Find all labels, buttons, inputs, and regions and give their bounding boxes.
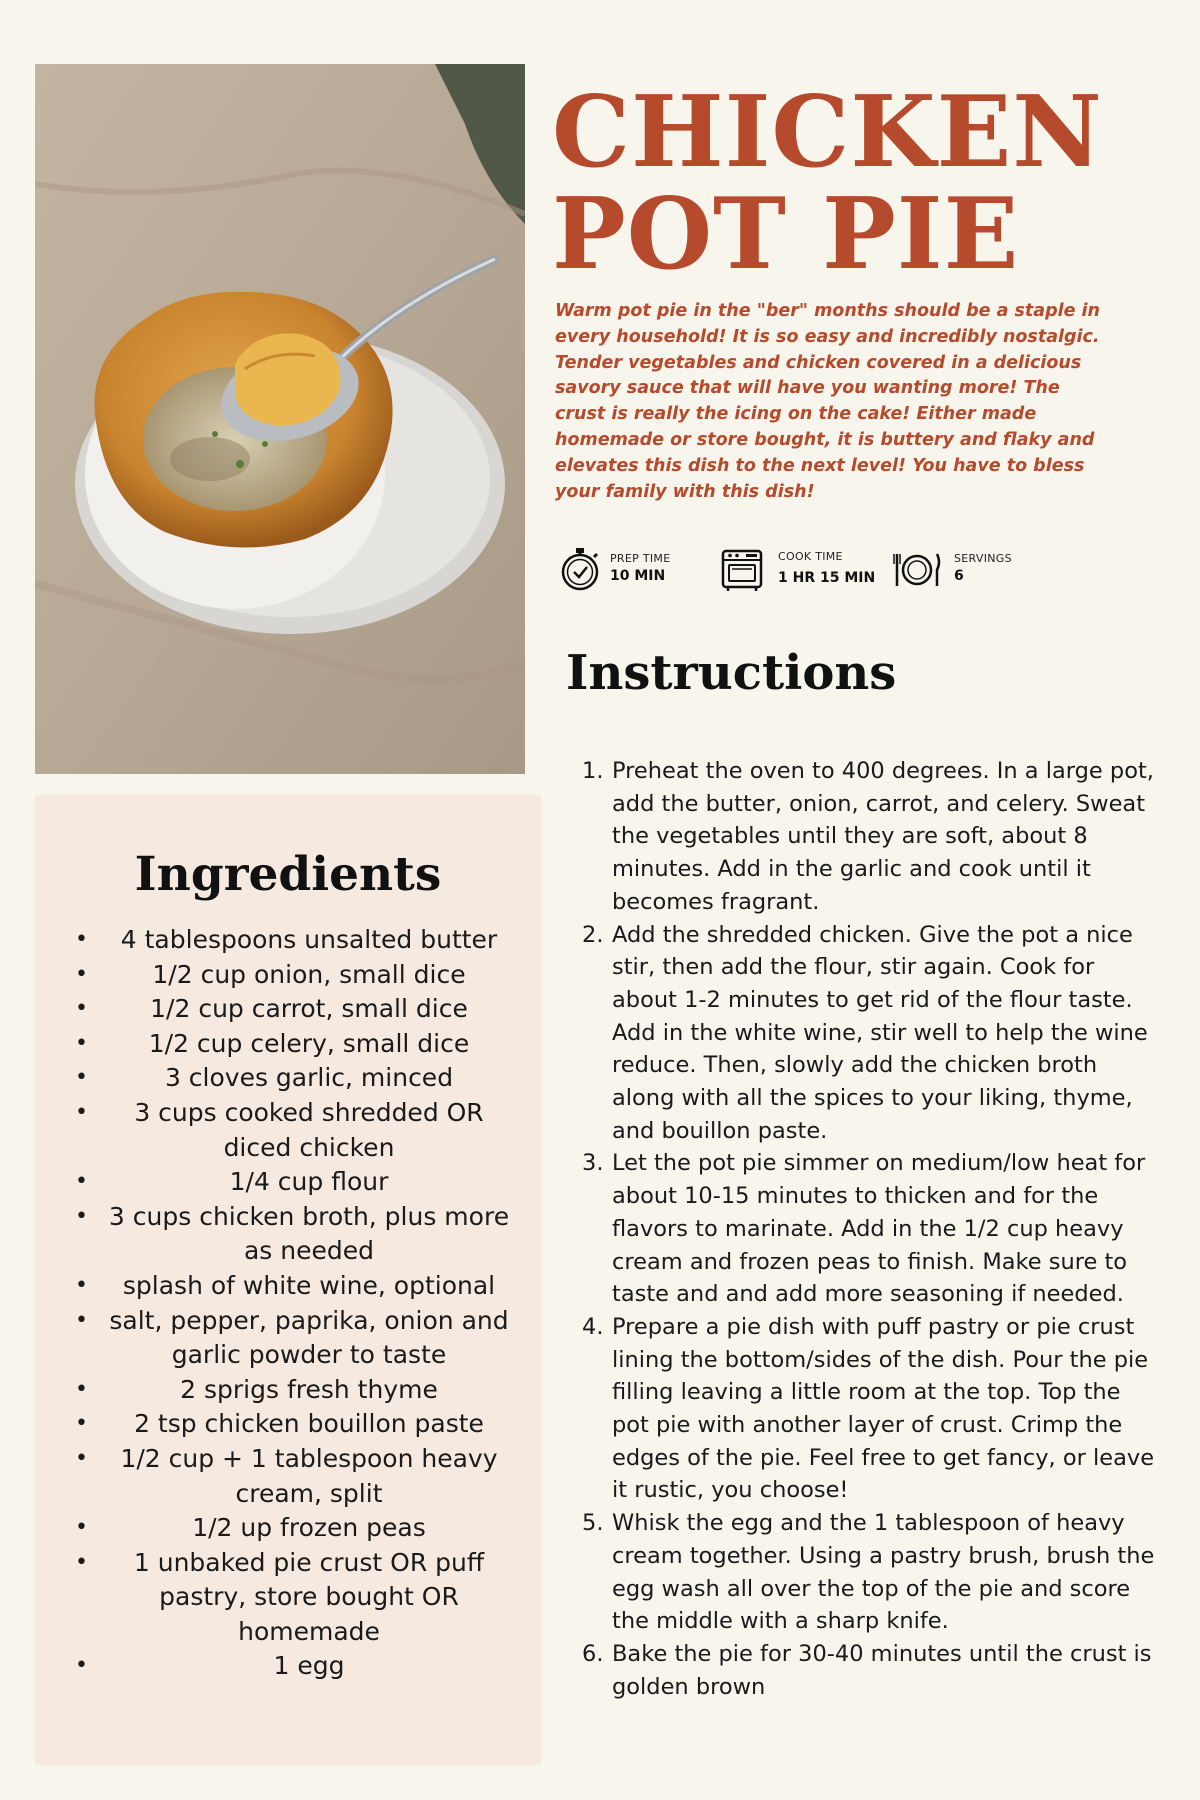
ingredient-item: • 1/2 up frozen peas — [35, 1511, 541, 1546]
servings-label: SERVINGS — [954, 552, 1012, 565]
ingredient-item: • 1/2 cup carrot, small dice — [35, 992, 541, 1027]
instruction-step — [582, 919, 1155, 1148]
step-number: 2. — [582, 921, 604, 948]
ingredient-item: • 1/4 cup flour — [35, 1165, 541, 1200]
step-number: 1. — [582, 758, 604, 784]
step-number: 4. — [582, 1313, 604, 1340]
instruction-step — [582, 755, 1155, 919]
recipe-meta — [558, 544, 1078, 594]
step-text: Preheat the oven to 400 degrees. In a large pot, add the butter, onion, carrot, and celery. Sweat the vegetables until they are soft, about 8 minutes. Add in the garlic and cook until it becomes fragrant. — [612, 758, 1154, 915]
recipe-intro: Warm pot pie in the "ber" months should be a staple in every household! It is so easy and incredibly nostalgic. Tender vegetables and chicken covered in a delicious savory sauce that will have you wanting more! The crust is really the icing on the cake! Either made homemade or store bought, it is buttery and flaky and elevates this dish to the next level! You have to bless your family with this dish! — [555, 301, 1101, 502]
ingredient-item: • salt, pepper, paprika, onion and garlic powder to taste — [35, 1304, 541, 1373]
instruction-step — [582, 1507, 1155, 1638]
step-text: Add the shredded chicken. Give the pot a nice stir, then add the flour, stir again. Cook for about 1-2 minutes to get rid of the flour taste. Add in the white wine, stir well to help the wine reduce. Then, slowly add the chicken broth along with all the spices to your liking, thyme, and bouillon paste. — [612, 921, 1148, 1144]
step-text: Bake the pie for 30-40 minutes until the crust is golden brown — [612, 1640, 1152, 1700]
instructions-heading: Instructions — [566, 645, 897, 701]
ingredient-item: • 2 sprigs fresh thyme — [35, 1373, 541, 1408]
stopwatch-icon — [558, 544, 602, 594]
ingredient-item: • splash of white wine, optional — [35, 1269, 541, 1304]
title-line-1: CHICKEN — [552, 75, 1103, 190]
oven-icon — [720, 544, 764, 594]
cook-time-label: COOK TIME — [778, 550, 843, 563]
ingredient-item: • 1 unbaked pie crust OR puff pastry, store bought OR homemade — [35, 1546, 541, 1650]
step-text: Let the pot pie simmer on medium/low heat for about 10-15 minutes to thicken and for the flavors to marinate. Add in the 1/2 cup heavy cream and frozen peas to finish. Make sure to taste and and add more seasoning if needed. — [612, 1150, 1146, 1308]
ingredient-item: • 3 cups cooked shredded OR diced chicken — [35, 1096, 541, 1165]
step-number: 3. — [582, 1150, 604, 1177]
title-line-2: POT PIE — [552, 177, 1020, 292]
step-number: 5. — [582, 1510, 604, 1537]
ingredient-item: • 1/2 cup celery, small dice — [35, 1027, 541, 1062]
instruction-step — [582, 1638, 1155, 1703]
ingredients-list — [35, 923, 541, 1684]
prep-time-value: 10 MIN — [610, 568, 666, 584]
step-text: Prepare a pie dish with puff pastry or pie crust lining the bottom/sides of the dish. Pour the pie filling leaving a little room at the top. Top the pot pie with another layer of crust. Crimp the edges of the pie. Feel free to get fancy, or leave it rustic, you choose! — [612, 1313, 1155, 1504]
prep-time-label: PREP TIME — [610, 552, 671, 565]
pot-pie-photo — [35, 64, 525, 774]
servings-value: 6 — [954, 568, 964, 584]
ingredient-item: • 2 tsp chicken bouillon paste — [35, 1407, 541, 1442]
ingredient-item: • 1 egg — [35, 1649, 541, 1684]
ingredient-item: • 3 cloves garlic, minced — [35, 1061, 541, 1096]
ingredient-item: • 3 cups chicken broth, plus more as needed — [35, 1200, 541, 1269]
step-number: 6. — [582, 1640, 604, 1667]
ingredient-item: • 1/2 cup onion, small dice — [35, 958, 541, 993]
cook-time-value: 1 HR 15 MIN — [778, 570, 876, 586]
ingredients-heading: Ingredients — [134, 847, 442, 902]
ingredient-item: • 1/2 cup + 1 tablespoon heavy cream, split — [35, 1442, 541, 1511]
plate-cutlery-icon — [892, 544, 942, 594]
step-text: Whisk the egg and the 1 tablespoon of heavy cream together. Using a pastry brush, brush the egg wash all over the top of the pie and score the middle with a sharp knife. — [612, 1510, 1155, 1635]
instruction-step — [582, 1147, 1155, 1311]
recipe-title — [552, 75, 1172, 292]
ingredient-item: • 4 tablespoons unsalted butter — [35, 923, 541, 958]
instruction-step — [582, 1311, 1155, 1507]
instructions-list — [582, 755, 1155, 1703]
ingredients-panel — [35, 795, 541, 1765]
